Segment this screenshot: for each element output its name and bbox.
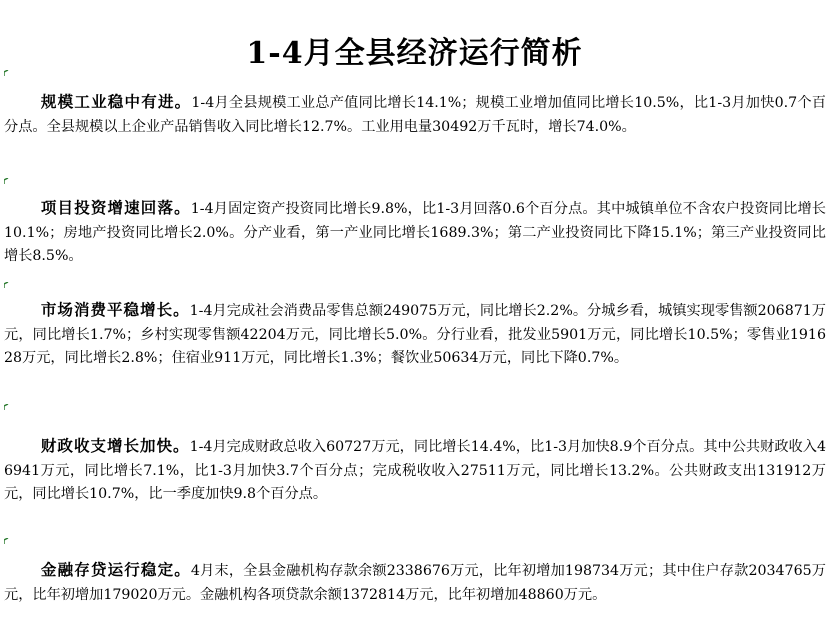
section-paragraph (4, 298, 826, 371)
section-investment (4, 178, 826, 269)
section-heading: 金融存贷运行稳定。 (40, 560, 191, 579)
section-heading: 市场消费平稳增长。 (40, 300, 190, 319)
green-corner-marker-icon (4, 538, 10, 544)
green-corner-marker-icon (4, 282, 10, 288)
section-industry (4, 70, 826, 139)
section-heading: 财政收支增长加快。 (40, 436, 190, 455)
section-heading: 规模工业稳中有进。 (40, 92, 192, 111)
section-heading: 项目投资增速回落。 (40, 198, 191, 217)
section-paragraph (4, 434, 826, 507)
section-paragraph (4, 558, 826, 607)
section-paragraph (4, 196, 826, 269)
section-body: 1-4月完成财政总收入60727万元，同比增长14.4%，比1-3月加快8.9个百分点。其中公共财政收入46941万元，同比增长7.1%，比1-3月加快3.7个百分点；完成税收收入27511万元，同比增长13.2%。公共财政支出131912万元，同比增长10.7%，比一季度加快9.8个百分点。 (4, 439, 826, 502)
section-banking (4, 538, 826, 607)
section-body: 1-4月固定资产投资同比增长9.8%，比1-3月回落0.6个百分点。其中城镇单位不含农户投资同比增长10.1%；房地产投资同比增长2.0%。分产业看，第一产业同比增长1689.3%；第二产业投资同比下降15.1%；第三产业投资同比增长8.5%。 (4, 201, 826, 264)
section-consumption (4, 282, 826, 371)
section-body: 4月末，全县金融机构存款余额2338676万元，比年初增加198734万元；其中住户存款2034765万元，比年初增加179020万元。金融机构各项贷款余额1372814万元，比年初增加48860万元。 (4, 563, 826, 603)
green-corner-marker-icon (4, 178, 10, 184)
green-corner-marker-icon (4, 404, 10, 410)
section-finance (4, 404, 826, 507)
green-corner-marker-icon (4, 70, 10, 76)
section-paragraph (4, 90, 826, 139)
section-body: 1-4月完成社会消费品零售总额249075万元，同比增长2.2%。分城乡看，城镇实现零售额206871万元，同比增长1.7%；乡村实现零售额42204万元，同比增长5.0%。分行业看，批发业5901万元，同比增长10.5%；零售业191628万元，同比增长2.8%；住宿业911万元，同比增长1.3%；餐饮业50634万元，同比下降0.7%。 (4, 303, 826, 366)
section-body: 1-4月全县规模工业总产值同比增长14.1%；规模工业增加值同比增长10.5%，比1-3月加快0.7个百分点。全县规模以上企业产品销售收入同比增长12.7%。工业用电量30492万千瓦时，增长74.0%。 (4, 95, 826, 135)
page-title: 1-4月全县经济运行简析 (246, 36, 583, 72)
